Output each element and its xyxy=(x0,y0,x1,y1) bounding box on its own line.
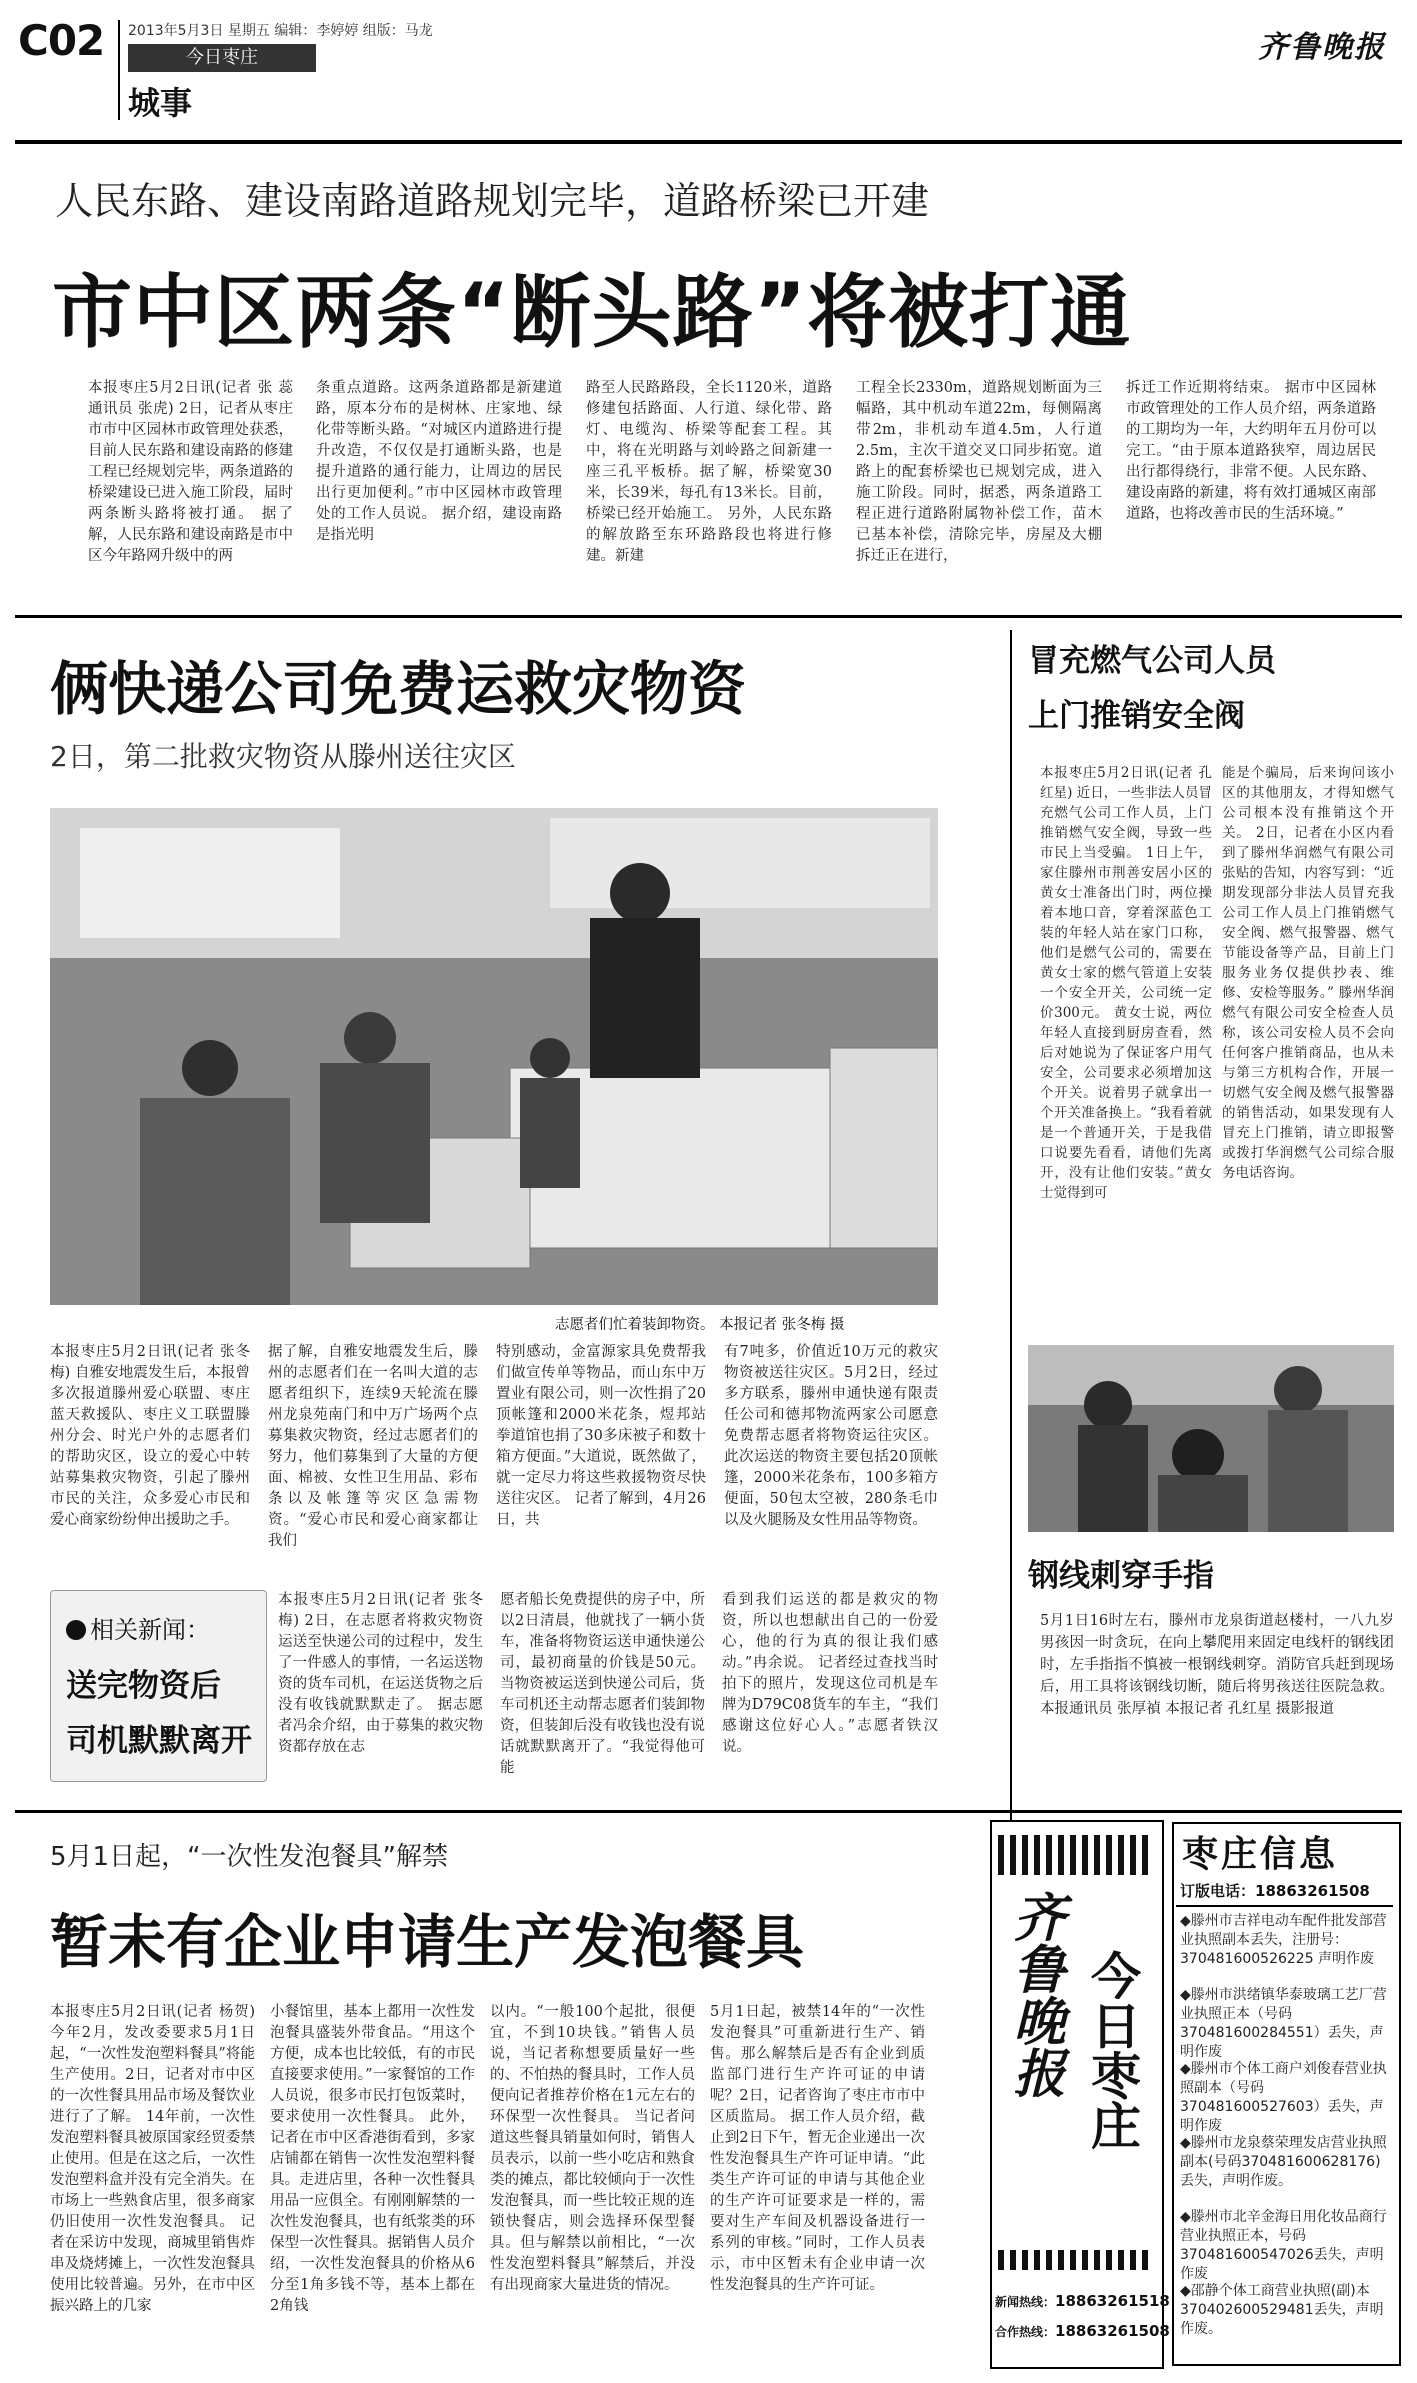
section-name: 城事 xyxy=(128,84,193,122)
section-tag: 今日枣庄 xyxy=(128,44,316,72)
sidebar-headline-line1: 冒充燃气公司人员 xyxy=(1028,643,1276,679)
classified-item: ◆滕州市个体工商户刘俊春营业执照副本（号码370481600527603）丢失，声明作废 xyxy=(1180,2061,1387,2134)
related-news-label: 相关新闻： xyxy=(90,1616,210,1644)
related-title-line1: 送完物资后 xyxy=(66,1668,221,1704)
promo-film-strip-top xyxy=(998,1835,1153,1875)
sidebar-col-2: 能是个骗局，后来询问该小区的其他朋友，才得知燃气公司根本没有推销这个开关。 2日，记者在小区内看到了滕州华润燃气有限公司张贴的告知，内容写到：“近期发现部分非法人员冒充我公司工作人员上门推销燃气安全阀、燃气报警器、燃气节能设备等产品，目前上门服务业务仅提供抄表、维修、安检等服务。” 滕州华润燃气有限公司安全检查人员称，该公司安检人员不会向任何客户推销商品，也从未与第三方机构合作，开展一切燃气安全阀及燃气报警器的销售活动，如果发现有人冒充上门推销，请立即报警或拨打华润燃气公司综合服务电话咨询。 xyxy=(1222,765,1394,1181)
classified-item: ◆滕州市洪绪镇华泰玻璃工艺厂营业执照正本（号码370481600284551）丢失，声明作废 xyxy=(1180,1987,1387,2060)
promo-film-strip-bottom xyxy=(998,2250,1153,2270)
classifieds-rule xyxy=(1176,1905,1393,1907)
related-col-3: 看到我们运送的都是救灾的物资，所以也想献出自己的一份爱心，他的行为真的很让我们感动。”冉余说。 记者经过查找当时拍下的照片，发现这位司机是车牌为D79C08货车的车主，“我们感谢这位好心人。”志愿者铁汉说。 xyxy=(722,1592,938,1755)
article2-col-2: 据了解，自雅安地震发生后，滕州的志愿者们在一名叫大道的志愿者组织下，连续9天轮流在滕州龙泉苑南门和中万广场两个点募集救灾物资，经过志愿者们的努力，他们募集到了大量的方便面、棉被、女性卫生用品、彩布条以及帐篷等灾区急需物资。“爱心市民和爱心商家都让我们 xyxy=(268,1344,478,1549)
classifieds-phone: 18863261508 xyxy=(1255,1882,1370,1900)
article2-headline: 俩快递公司免费运救灾物资 xyxy=(50,655,747,723)
classifieds-phone-label: 订版电话： xyxy=(1180,1882,1256,1900)
photo-scene-icon xyxy=(50,808,938,1305)
article2-col-1: 本报枣庄5月2日讯(记者 张冬梅) 自雅安地震发生后，本报曾多次报道滕州爱心联盟、枣庄蓝天救援队、枣庄义工联盟滕州分会、时光户外的志愿者们的帮助灾区，设立的爱心中转站募集救灾物资，引起了滕州市民的关注，众多爱心市民和爱心商家纷纷伸出援助之手。 xyxy=(50,1344,250,1528)
page-code: C02 xyxy=(18,16,105,65)
article2-col-4: 有7吨多，价值近10万元的救灾物资被送往灾区。5月2日，经过多方联系，滕州申通快递有限责任公司和德邦物流两家公司愿意免费帮志愿者将物资运往灾区。此次运送的物资主要包括20顶帐篷，2000米花条布，100多箱方便面，50包太空被，280条毛巾以及火腿肠及女性用品等物资。 xyxy=(724,1344,938,1528)
article3-col-4: 5月1日起，被禁14年的“一次性发泡餐具”可重新进行生产、销售。那么解禁后是否有企业到质监部门进行生产许可证的申请呢？2日，记者咨询了枣庄市市中区质监局。 据工作人员介绍，截止到2日下午，暂无企业递出一次性发泡餐具生产许可证申请。“此类生产许可证的申请与其他企业的生产许可证要求是一样的，需要对生产车间及机器设备进行一系列的审核。”同时，工作人员表示，市中区暂未有企业申请一次性发泡餐具的生产许可证。 xyxy=(710,2004,925,2293)
article2-subhead: 2日，第二批救灾物资从滕州送往灾区 xyxy=(50,740,516,773)
article1-col-4: 工程全长2330m，道路规划断面为三幅路，其中机动车道22m，每侧隔离带2m，非机动车道4.5m，人行道2.5m，主次干道交叉口同步拓宽。道路上的配套桥梁也已规划完成，进入施工阶段。同时，据悉，两条道路工程正进行道路附属物补偿工作，苗木已基本补偿，清除完毕，房屋及大棚拆迁正在进行， xyxy=(856,380,1102,564)
article3-col-2: 小餐馆里，基本上都用一次性发泡餐具盛装外带食品。“用这个方便，成本也比较低，有的市民直接要求使用。”一家餐馆的工作人员说，很多市民打包饭菜时，要求使用一次性餐具。 此外，记者在市中区香港街看到，多家店铺都在销售一次性发泡塑料餐具。走进店里，各种一次性餐具用品一应俱全。有刚刚解禁的一次性发泡餐具，也有纸浆类的环保型一次性餐具。据销售人员介绍，一次性发泡餐具的价格从6分至1角多钱不等，基本上都在2角钱 xyxy=(270,2004,475,2314)
related-col-1: 本报枣庄5月2日讯(记者 张冬梅) 2日，在志愿者将救灾物资运送至快递公司的过程中，发生了一件感人的事情，一名运送物资的货车司机，在运送货物之后没有收钱就默默走了。 据志愿者冯余介绍，由于募集的救灾物资都存放在志 xyxy=(278,1592,483,1755)
rescue-supplies-photo xyxy=(50,808,938,1305)
article1-headline: 市中区两条“断头路”将被打通 xyxy=(52,266,1132,359)
article3-col-3: 以内。“一般100个起批，很便宜，不到10块钱。”销售人员说，当记者称想要质量好一些的、不怕热的餐具时，工作人员便向记者推荐价格在1元左右的环保型一次性餐具。 当记者问道这些餐具销量如何时，销售人员表示，以前一些小吃店和熟食类的摊点，都比较倾向于一次性发泡餐具，而一些比较正规的连锁快餐店，则会选择环保型餐具。但与解禁以前相比，“一次性发泡塑料餐具”解禁后，并没有出现商家大量进货的情况。 xyxy=(490,2004,695,2293)
article1-bottom-rule xyxy=(15,615,1402,618)
sidebar-divider xyxy=(1010,630,1012,1820)
promo-masthead: 齐鲁晚报 xyxy=(1004,1890,1065,2098)
classified-item: ◆滕州市龙泉蔡荣理发店营业执照副本(号码370481600628176)丢失，声明作废。 xyxy=(1180,2135,1387,2189)
article1-col-2: 条重点道路。这两条道路都是新建道路，原本分布的是树林、庄家地、绿化带等断头路。“对城区内道路进行提升改造，不仅仅是打通断头路，也是提升道路的通行能力，让周边的居民出行更加便利。”市中区园林市政管理处的工作人员说。 据介绍，建设南路是指光明 xyxy=(316,380,562,543)
related-title-line2: 司机默默离开 xyxy=(66,1723,252,1759)
sidebar-headline-line2: 上门推销安全阀 xyxy=(1028,698,1245,734)
promo-hotline-1-label: 新闻热线： xyxy=(995,2295,1056,2309)
related-news-label-row xyxy=(66,1610,210,1645)
bullet-circle-icon xyxy=(66,1620,86,1640)
classified-item: ◆滕州市吉祥电动车配件批发部营业执照副本丢失，注册号：370481600526225 声明作废 xyxy=(1180,1913,1387,1967)
brief-text: 5月1日16时左右，滕州市龙泉街道赵楼村，一八九岁男孩因一时贪玩，在向上攀爬用来固定电线杆的钢线团时，左手指指不慎被一根钢线刺穿。消防官兵赶到现场后，用工具将该钢线切断，随后将男孩送往医院急救。 本报通讯员 张厚禎 本报记者 孔红星 摄影报道 xyxy=(1040,1613,1394,1717)
header-rule xyxy=(15,140,1402,144)
header-divider xyxy=(118,20,120,120)
photo-caption: 志愿者们忙着装卸物资。 本报记者 张冬梅 摄 xyxy=(555,1317,845,1333)
article1-col-5: 拆迁工作近期将结束。 据市中区园林市政管理处的工作人员介绍，两条道路的工期均为一年，大约明年五月份可以完工。“由于原本道路狭窄，周边居民出行都得绕行，非常不便。人民东路、建设南路的新建，将有效打通城区南部道路，也将改善市民的生活环境。” xyxy=(1126,380,1376,522)
article2-bottom-rule xyxy=(15,1810,1402,1813)
classifieds-title: 枣庄信息 xyxy=(1182,1834,1339,1875)
classifieds-phone-row xyxy=(1180,1880,1370,1901)
finger-injury-photo xyxy=(1028,1345,1394,1532)
brief-headline: 钢线刺穿手指 xyxy=(1028,1558,1214,1594)
promo-hotline-2 xyxy=(995,2322,1170,2340)
article1-kicker: 人民东路、建设南路道路规划完毕，道路桥梁已开建 xyxy=(55,179,930,223)
sidebar-col-1: 本报枣庄5月2日讯(记者 孔红星) 近日，一些非法人员冒充燃气公司工作人员，上门推销燃气安全阀，导致一些市民上当受骗。 1日上午，家住滕州市荆善安居小区的黄女士准备出门时，两位操着本地口音，穿着深蓝色工装的年轻人站在家门口称，他们是燃气公司的，需要在黄女士家的燃气管道上安装一个安全开关，公司统一定价300元。 黄女士说，两位年轻人直接到厨房查看，然后对她说为了保证客户用气安全，公司要求必须增加这个开关。说着男子就拿出一个开关准备换上。“我看着就是一个普通开关，于是我借口说要先看看，请他们先离开，没有让他们安装。”黄女士觉得到可 xyxy=(1040,765,1212,1201)
promo-hotline-2-number: 18863261508 xyxy=(1055,2322,1170,2340)
classified-item: ◆邵静个体工商营业执照(副)本370402600529481丢失，声明作废。 xyxy=(1180,2283,1384,2337)
rescue-scene-icon xyxy=(1028,1345,1394,1532)
promo-hotline-1-number: 18863261518 xyxy=(1055,2292,1170,2310)
article1-col-1: 本报枣庄5月2日讯(记者 张 蕊 通讯员 张虎) 2日，记者从枣庄市市中区园林市政管理处获悉，目前人民东路和建设南路的修建工程已经规划完毕，两条道路的桥梁建设已进入施工阶段，届时两条断头路将被打通。 据了解，人民东路和建设南路是市中区今年路网升级中的两 xyxy=(88,380,293,564)
article3-headline: 暂未有企业申请生产发泡餐具 xyxy=(50,1908,805,1976)
related-col-2: 愿者船长免费提供的房子中，所以2日清晨，他就找了一辆小货车，准备将物资运送申通快递公司，最初商量的价钱是50元。当物资被运送到快递公司后，货车司机还主动帮志愿者们装卸物资，但装卸后没有收钱也没有说话就默默离开了。“我觉得他可能 xyxy=(500,1592,705,1776)
article3-kicker: 5月1日起，“一次性发泡餐具”解禁 xyxy=(50,1842,449,1872)
date-line: 2013年5月3日 星期五 编辑：李婷婷 组版：马龙 xyxy=(128,23,433,39)
classified-item: ◆滕州市北辛金海日用化妆品商行营业执照正本，号码370481600547026丢失，声明作废 xyxy=(1180,2209,1387,2282)
promo-hotline-2-label: 合作热线： xyxy=(995,2325,1056,2339)
promo-title: 今日枣庄 xyxy=(1083,1950,1141,2150)
article3-col-1: 本报枣庄5月2日讯(记者 杨贺) 今年2月，发改委要求5月1日起，“一次性发泡塑料餐具”将能生产使用。2日，记者对市中区的一次性餐具用品市场及餐饮业进行了了解。 14年前，一次性发泡塑料餐具被原国家经贸委禁止使用。但是在这之后，一次性发泡塑料盒并没有完全消失。在市场上一些熟食店里，很多商家仍旧使用一次性发泡餐具。 记者在采访中发现，商城里销售炸串及烧烤摊上，一次性发泡餐具使用比较普遍。另外，在市中区振兴路上的几家 xyxy=(50,2004,255,2314)
article1-col-3: 路至人民路路段，全长1120米，道路修建包括路面、人行道、绿化带、路灯、电缆沟、桥梁等配套工程。其中，将在光明路与刘岭路之间新建一座三孔平板桥。据了解，桥梁宽30米，长39米，每孔有13米长。目前，桥梁已经开始施工。 另外，人民东路的解放路至东环路路段也将进行修建。新建 xyxy=(586,380,832,564)
masthead-logo: 齐鲁晚报 xyxy=(1258,30,1386,65)
article2-col-3: 特别感动，金富源家具免费帮我们做宣传单等物品，而山东中万置业有限公司，则一次性捐了20顶帐篷和2000米花条，煜邦站拳道馆也捐了30多床被子和数十箱方便面。”大道说，既然做了，就一定尽力将这些救援物资尽快送往灾区。 记者了解到，4月26日，共 xyxy=(496,1344,706,1528)
promo-hotline-1 xyxy=(995,2292,1170,2310)
